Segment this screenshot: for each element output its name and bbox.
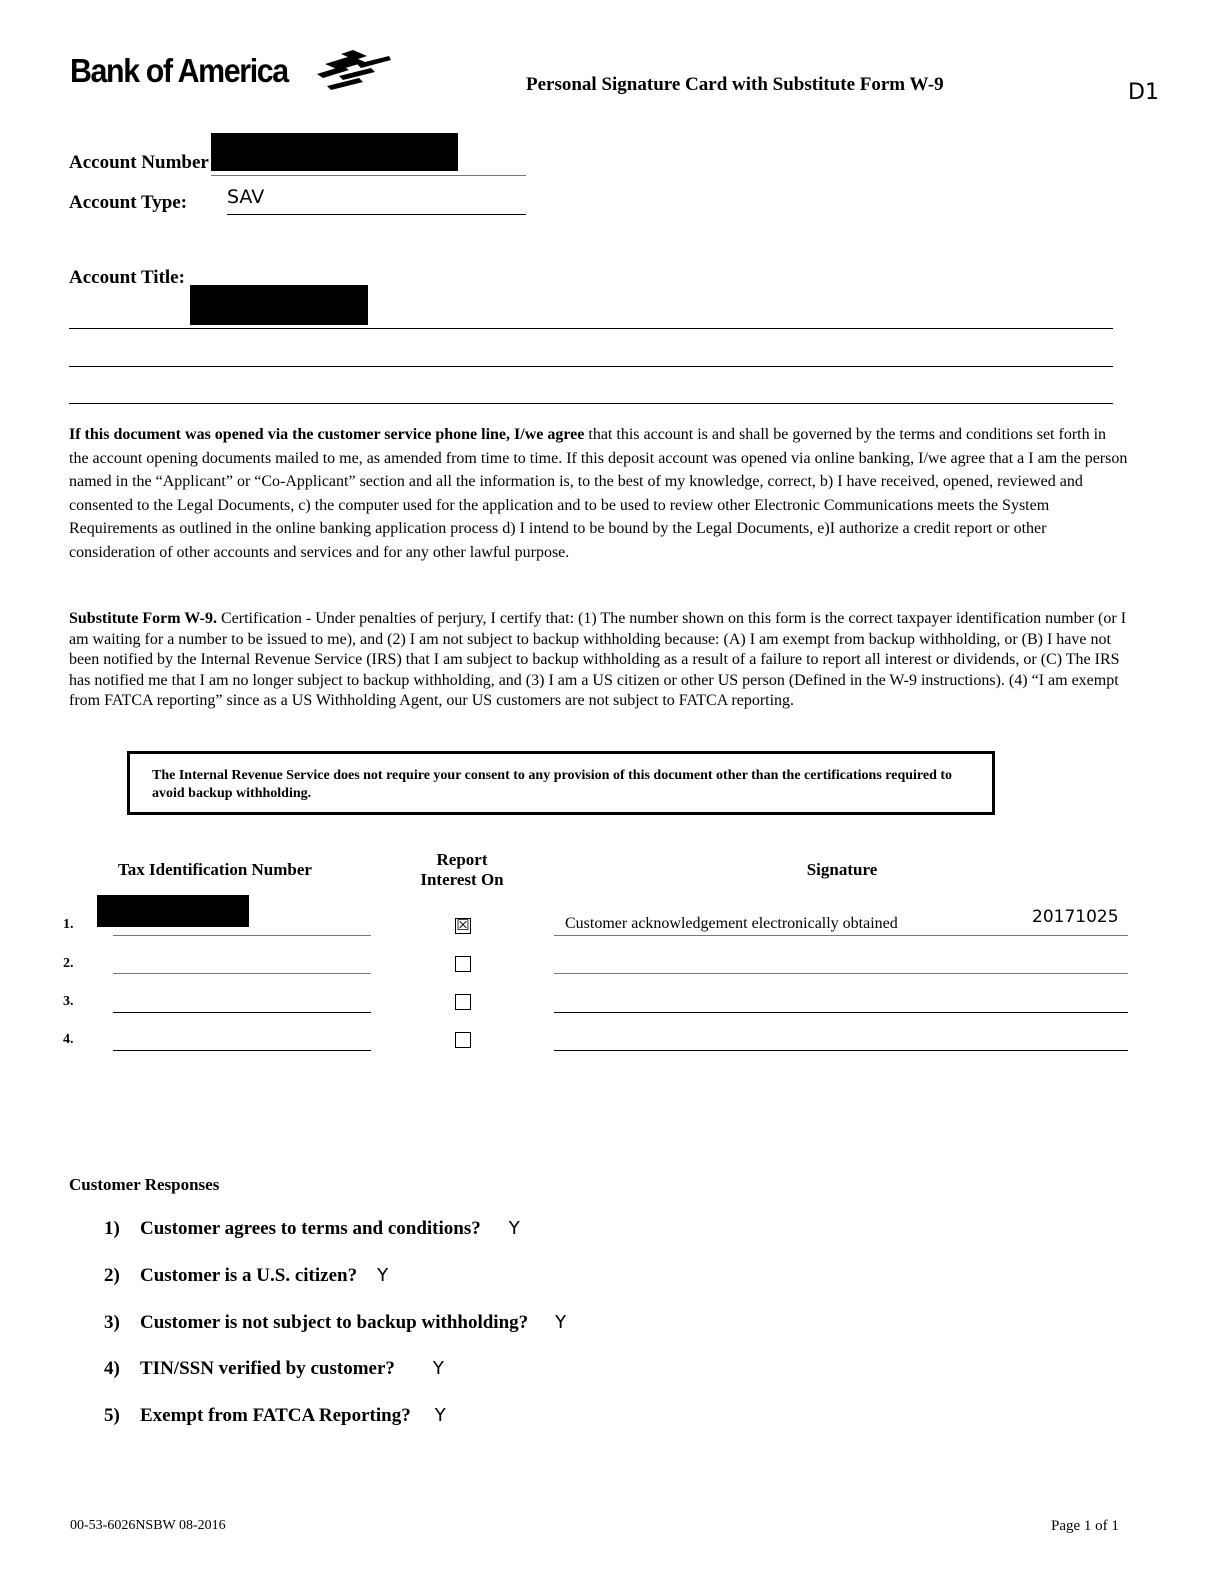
response-answer: Y	[432, 1358, 444, 1379]
w9-paragraph	[69, 609, 1131, 712]
response-item	[104, 1405, 446, 1427]
response-item	[104, 1312, 566, 1334]
report-header-line-1: Report	[436, 850, 488, 869]
tin-line	[113, 1012, 371, 1013]
report-interest-checkbox[interactable]	[455, 1032, 471, 1048]
page-number: Page 1 of 1	[1051, 1518, 1119, 1534]
response-answer: Y	[555, 1312, 567, 1333]
form-code: 00-53-6026NSBW 08-2016	[70, 1518, 226, 1533]
account-title-line-2	[69, 366, 1113, 367]
document-title: Personal Signature Card with Substitute Form W-9	[526, 74, 944, 95]
account-title-label: Account Title:	[69, 267, 185, 288]
irs-notice-box	[127, 751, 995, 815]
response-question: Customer agrees to terms and conditions?	[140, 1218, 481, 1239]
customer-responses-title: Customer Responses	[69, 1175, 220, 1194]
response-answer: Y	[508, 1218, 520, 1239]
document-code: D1	[1128, 80, 1159, 105]
response-number: 1)	[104, 1218, 120, 1239]
response-item	[104, 1265, 388, 1287]
response-item	[104, 1218, 520, 1240]
row-number: 3.	[63, 994, 74, 1009]
row-number: 1.	[63, 917, 74, 932]
agreement-intro: If this document was opened via the customer service phone line, I/we agree	[69, 426, 585, 443]
response-item	[104, 1358, 444, 1380]
checkbox-x-icon: ☒	[456, 918, 470, 934]
account-number-label: Account Number	[69, 152, 209, 173]
response-number: 5)	[104, 1405, 120, 1426]
row-number: 4.	[63, 1032, 74, 1047]
response-answer: Y	[434, 1405, 446, 1426]
w9-intro: Substitute Form W-9.	[69, 610, 217, 627]
signature-line	[554, 1012, 1128, 1013]
response-number: 3)	[104, 1312, 120, 1333]
account-type-value: SAV	[227, 186, 265, 208]
response-question: Customer is a U.S. citizen?	[140, 1265, 358, 1286]
tin-line	[113, 973, 371, 974]
report-header-line-2: Interest On	[420, 870, 504, 889]
response-number: 2)	[104, 1265, 120, 1286]
agreement-text: that this account is and shall be governed by the terms and conditions set forth in the account opening documents mailed to me, as amended from time to time. If this deposit account was opened via online banking, I/we agree that a I am the person named in the “Applicant” or “Co-Applicant” section and all the information is, to the best of my knowledge, correct, b) I have received, opened, reviewed and consented to the Legal Documents, c) the computer used for the application and to be used to review other Electronic Communications meets the System Requirements as outlined in the online banking application process d) I intend to be bound by the Legal Documents, e)I authorize a credit report or other consideration of other accounts and services and for any other lawful purpose.	[69, 426, 1128, 561]
irs-notice-text: The Internal Revenue Service does not require your consent to any provision of this document other than the certifications required to avoid backup withholding.	[152, 768, 953, 801]
account-title-line-3	[69, 403, 1113, 404]
report-interest-checkbox[interactable]	[455, 956, 471, 972]
signature-line	[554, 935, 1128, 936]
report-interest-column-header	[400, 850, 524, 890]
redacted-account-title	[190, 285, 368, 325]
signature-date: 20171025	[1032, 907, 1119, 927]
account-type-label: Account Type:	[69, 192, 188, 213]
tin-line	[113, 935, 371, 936]
response-question: Exempt from FATCA Reporting?	[140, 1405, 411, 1426]
row-number: 2.	[63, 956, 74, 971]
logo-wordmark: Bank of America	[70, 52, 288, 89]
account-number-line	[211, 175, 526, 176]
account-title-line-1	[69, 328, 1113, 329]
bank-logo	[70, 50, 391, 92]
redacted-account-number	[211, 133, 458, 171]
signature-text: Customer acknowledgement electronically obtained	[565, 915, 898, 932]
response-question: TIN/SSN verified by customer?	[140, 1358, 395, 1379]
signature-line	[554, 973, 1128, 974]
tin-column-header: Tax Identification Number	[118, 860, 312, 879]
tin-line	[113, 1050, 371, 1051]
agreement-paragraph	[69, 423, 1129, 564]
w9-text: Certification - Under penalties of perjury, I certify that: (1) The number shown on this form is the correct taxpayer identification number (or I am waiting for a number to be issued to me), and (2) I am not subject to backup withholding because: (A) I am exempt from backup withholding, or (B) I have not been notified by the Internal Revenue Service (IRS) that I am subject to backup withholding as a result of a failure to report all interest or dividends, or (C) The IRS has notified me that I am no longer subject to backup withholding, and (3) I am a US citizen or other US person (Defined in the W-9 instructions). (4) “I am exempt from FATCA reporting” since as a US Withholding Agent, our US customers are not subject to FATCA reporting.	[69, 610, 1127, 709]
report-interest-checkbox[interactable]	[455, 918, 471, 934]
response-answer: Y	[377, 1265, 389, 1286]
account-type-line	[227, 214, 526, 215]
response-question: Customer is not subject to backup withholding?	[140, 1312, 529, 1333]
report-interest-checkbox[interactable]	[455, 994, 471, 1010]
redacted-tin	[97, 895, 249, 927]
signature-column-header: Signature	[806, 860, 878, 879]
signature-line	[554, 1050, 1128, 1051]
flag-logo-icon	[311, 50, 391, 92]
response-number: 4)	[104, 1358, 120, 1379]
